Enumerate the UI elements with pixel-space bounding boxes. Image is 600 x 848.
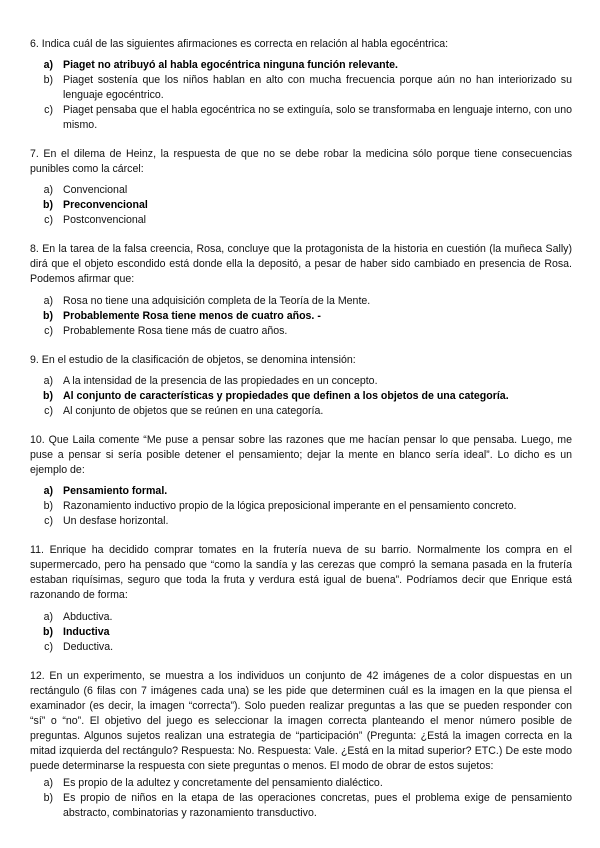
option-text: Al conjunto de objetos que se reúnen en una categoría. (63, 405, 324, 417)
option-letter: c) (44, 515, 53, 527)
answer-option (30, 791, 572, 821)
answer-option (30, 374, 572, 389)
answer-option (30, 198, 572, 213)
option-letter: b) (43, 626, 53, 638)
answer-option (30, 610, 572, 625)
question-stem: 10. Que Laila comente “Me puse a pensar sobre las razones que me hacían pensar lo que pensaba. Luego, me puse a pensar si sería posible detener el pensamiento; dejar la mente en blanco sería ideal”. Lo dicho es un ejemplo de: (30, 434, 572, 476)
option-letter: a) (43, 485, 53, 497)
question-stem: 7. En el dilema de Heinz, la respuesta de que no se debe robar la medicina sólo porque tiene consecuencias punibles como la cárcel: (30, 148, 572, 175)
question-10 (30, 433, 572, 529)
option-text: Es propio de la adultez y concretamente del pensamiento dialéctico. (63, 777, 383, 789)
answer-option (30, 294, 572, 309)
option-letter: c) (44, 214, 53, 226)
option-text: Piaget sostenía que los niños hablan en alto con mucha frecuencia porque aún no han interiorizado su lenguaje egocéntrico. (63, 74, 572, 101)
option-text: Piaget no atribuyó al habla egocéntrica ninguna función relevante. (63, 59, 398, 71)
answer-option (30, 309, 572, 324)
answer-option (30, 776, 572, 791)
answer-option (30, 213, 572, 228)
option-letter: b) (43, 199, 53, 211)
answer-option (30, 625, 572, 640)
option-text: Convencional (63, 184, 128, 196)
option-text: Es propio de niños en la etapa de las operaciones concretas, pues el problema exige de pensamiento abstracto, combinatorias y razonamiento transductivo. (63, 792, 572, 819)
question-12 (30, 669, 572, 821)
option-text: Preconvencional (63, 199, 148, 211)
option-text: Inductiva (63, 626, 110, 638)
question-stem: 11. Enrique ha decidido comprar tomates en la frutería nueva de su barrio. Normalmente los compra en el supermercado, pero ha pensado que “como la sandía y las cerezas que compró la semana pasada en la frutería estaban riquísimas, seguro que toda la fruta y verdura está igual de buena”. Podríamos decir que Enrique está razonando de forma: (30, 544, 572, 601)
answer-option (30, 73, 572, 103)
option-letter: b) (43, 310, 53, 322)
option-letter: b) (43, 390, 53, 402)
option-letter: a) (43, 375, 53, 387)
answer-option (30, 183, 572, 198)
option-letter: a) (43, 184, 53, 196)
answer-option (30, 324, 572, 339)
question-stem: 8. En la tarea de la falsa creencia, Rosa, concluye que la protagonista de la historia en cuestión (la muñeca Sally) dirá que el objeto escondido está donde ella la depositó, a pesar de haber sido cambiado en presencia de Rosa. Podemos afirmar que: (30, 243, 572, 285)
question-8 (30, 242, 572, 339)
option-text: Al conjunto de características y propiedades que definen a los objetos de una categoría. (63, 390, 509, 402)
option-letter: b) (43, 74, 53, 86)
option-text: Rosa no tiene una adquisición completa de la Teoría de la Mente. (63, 295, 371, 307)
answer-option (30, 103, 572, 133)
question-6 (30, 37, 572, 133)
answer-option (30, 58, 572, 73)
question-stem: 12. En un experimento, se muestra a los individuos un conjunto de 42 imágenes de a color dispuestas en un rectángulo (6 filas con 7 imágenes cada una) se les pide que determinen cuál es la imagen en la que piensa el examinador (es decir, la imagen “correcta”). Solo pueden realizar preguntas a las que se pueden responder con “sí” o “no”. El objetivo del juego es seleccionar la imagen correcta planteando el menor número posible de preguntas. Algunos sujetos realizan una estrategia de “participación” (Pregunta: ¿Está la imagen correcta en la mitad izquierda del rectángulo? Respuesta: No. Respuesta: Vale. ¿Está en la mitad superior? ETC.) De este modo puede determinarse la respuesta con siete preguntas o menos. El modo de obrar de estos sujetos: (30, 670, 572, 772)
question-stem: 6. Indica cuál de las siguientes afirmaciones es correcta en relación al habla egocéntrica: (30, 38, 449, 50)
option-letter: a) (43, 295, 53, 307)
option-text: Probablemente Rosa tiene menos de cuatro años. - (63, 310, 321, 322)
document-page (30, 37, 572, 821)
option-text: Razonamiento inductivo propio de la lógica preposicional imperante en el pensamiento concreto. (63, 500, 517, 512)
answer-option (30, 389, 572, 404)
answer-option (30, 484, 572, 499)
option-text: Abductiva. (63, 611, 113, 623)
option-text: Probablemente Rosa tiene más de cuatro años. (63, 325, 288, 337)
answer-option (30, 514, 572, 529)
option-letter: a) (43, 611, 53, 623)
option-text: Un desfase horizontal. (63, 515, 169, 527)
option-letter: c) (44, 325, 53, 337)
option-letter: b) (43, 792, 53, 804)
option-letter: b) (43, 500, 53, 512)
option-text: A la intensidad de la presencia de las propiedades en un concepto. (63, 375, 378, 387)
option-text: Deductiva. (63, 641, 114, 653)
option-letter: c) (44, 641, 53, 653)
answer-option (30, 640, 572, 655)
option-letter: a) (43, 777, 53, 789)
option-letter: c) (44, 405, 53, 417)
option-letter: c) (44, 104, 53, 116)
option-text: Pensamiento formal. (63, 485, 168, 497)
question-7 (30, 147, 572, 228)
option-text: Piaget pensaba que el habla egocéntrica no se extinguía, solo se transformaba en lenguaje interno, con uno mismo. (63, 104, 572, 131)
question-11 (30, 543, 572, 655)
question-stem: 9. En el estudio de la clasificación de objetos, se denomina intensión: (30, 354, 356, 366)
option-letter: a) (43, 59, 53, 71)
answer-option (30, 404, 572, 419)
option-text: Postconvencional (63, 214, 147, 226)
answer-option (30, 499, 572, 514)
question-9 (30, 353, 572, 419)
